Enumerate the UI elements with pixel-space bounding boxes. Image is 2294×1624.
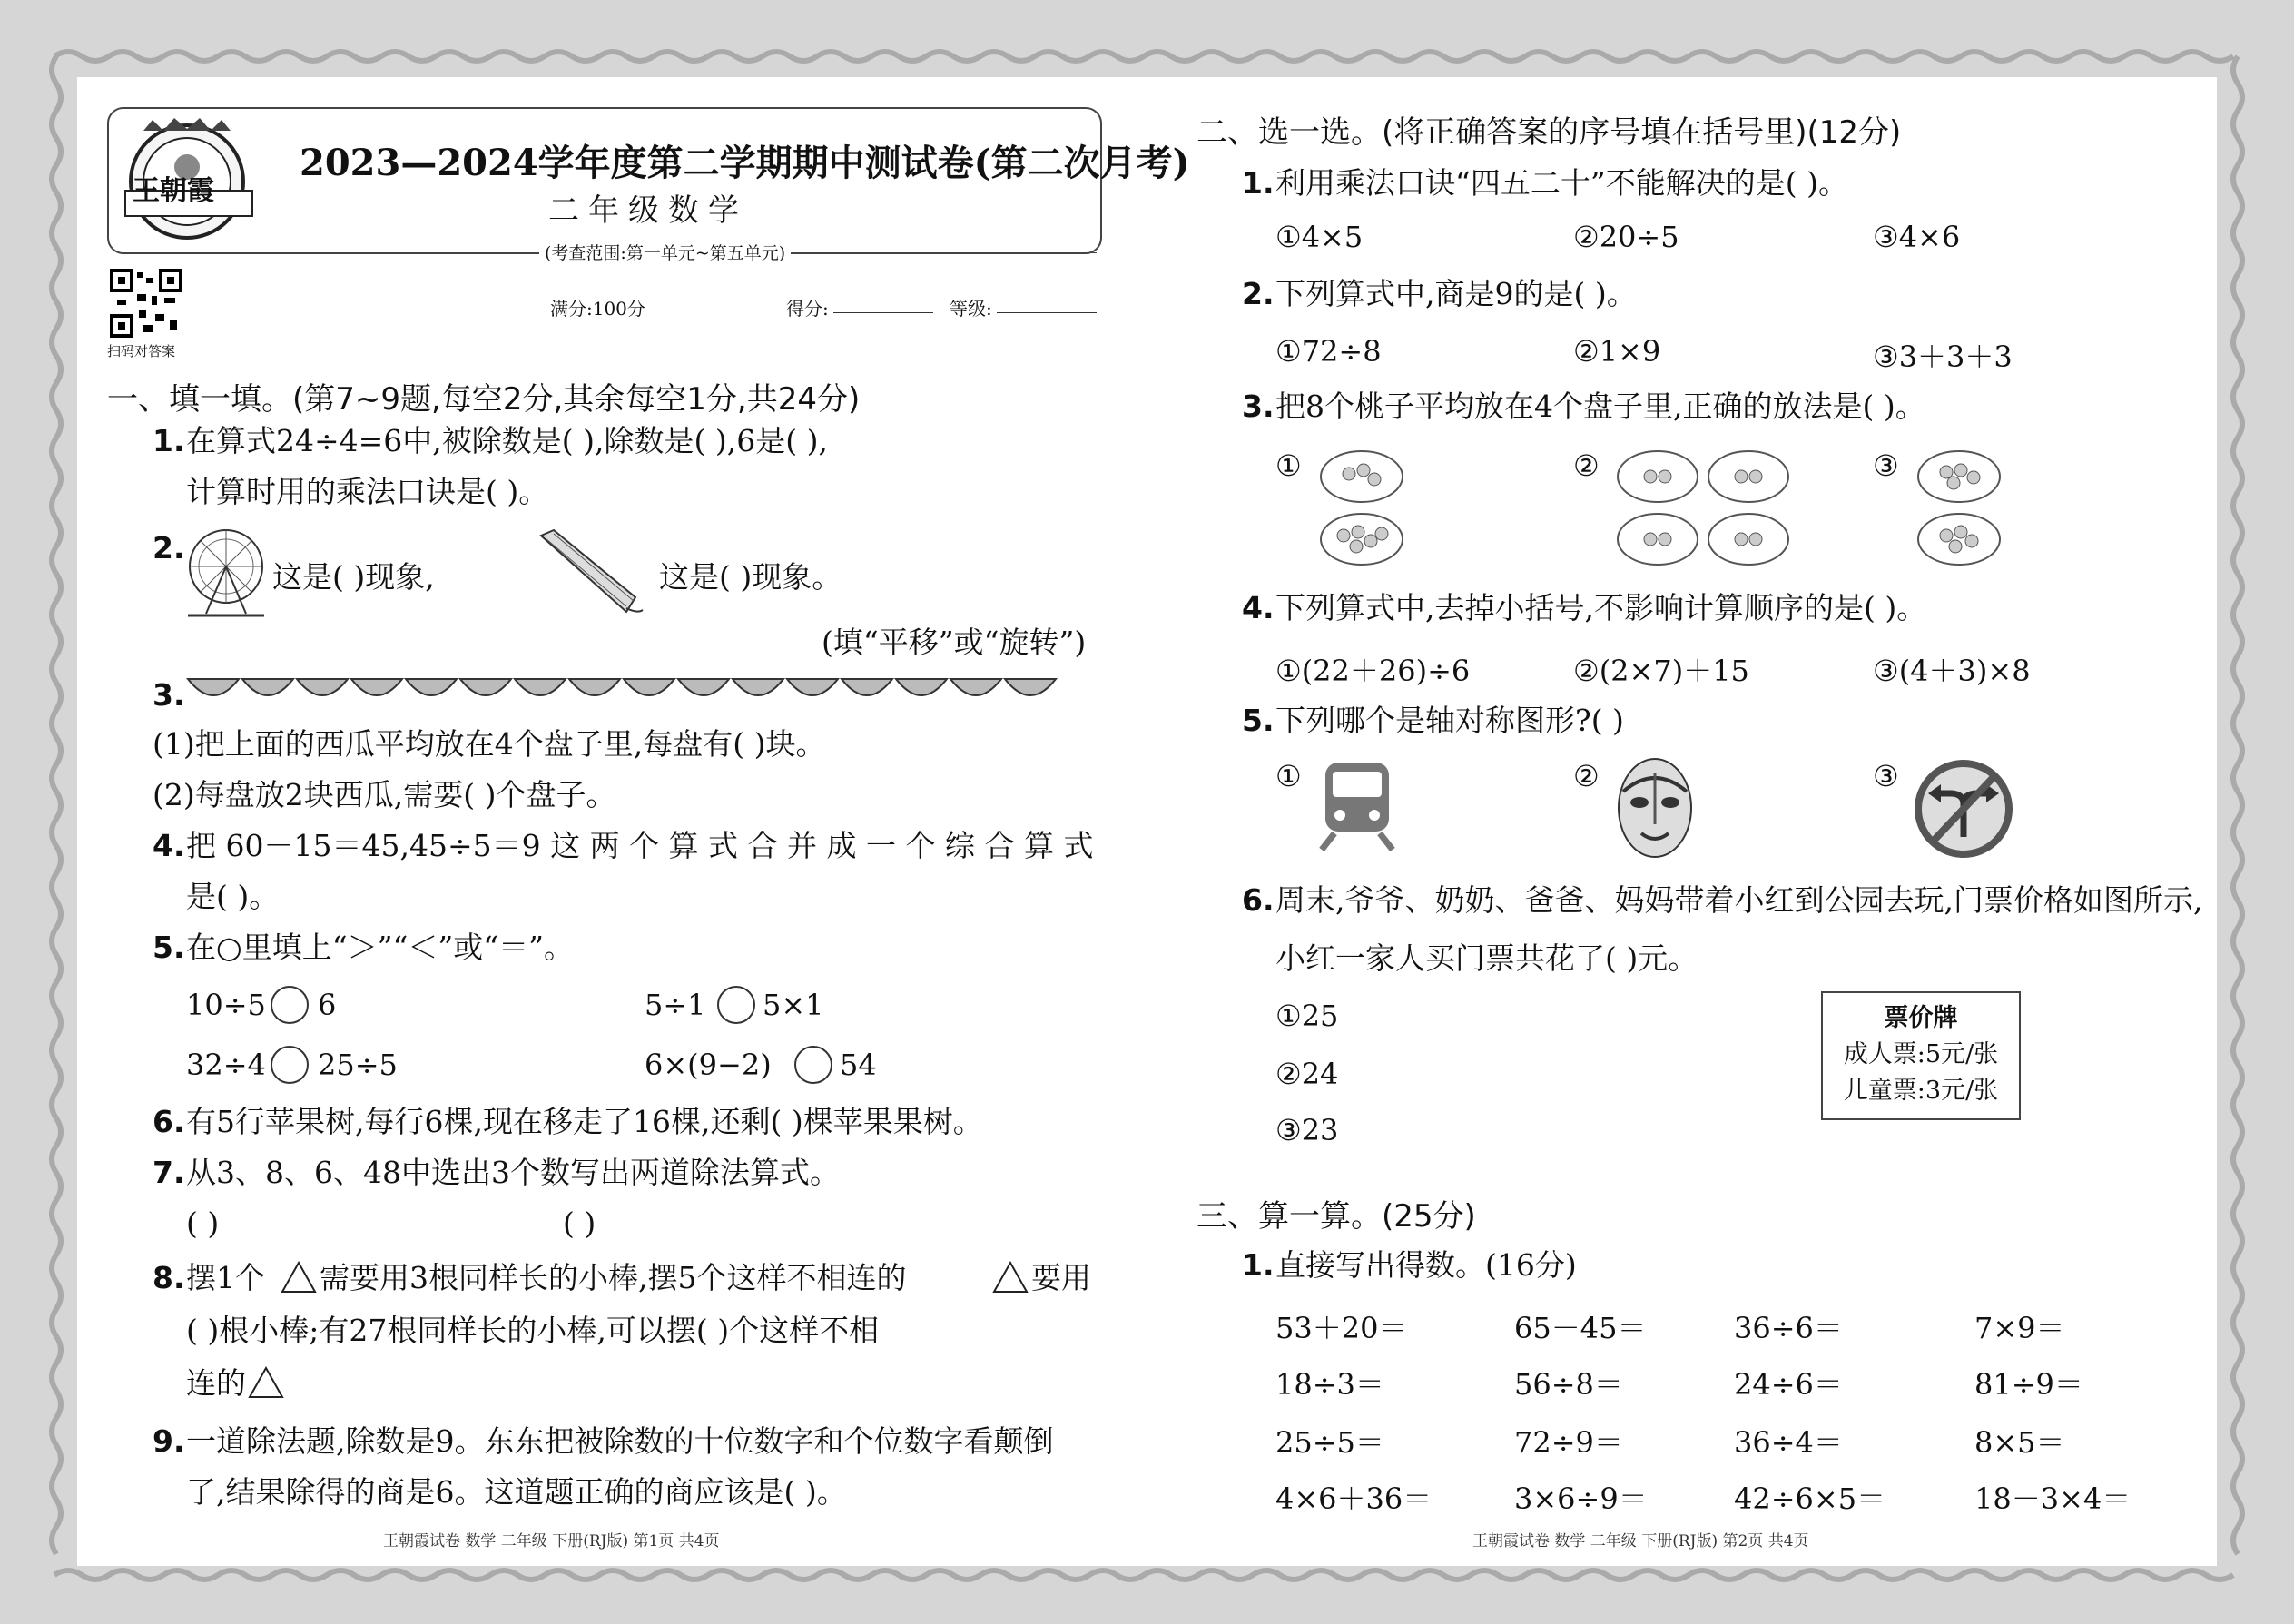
s2-q5-text: 下列哪个是轴对称图形?( ) [1275,703,1624,738]
score-label: 得分: [786,298,829,320]
compare-circle[interactable] [271,986,309,1024]
calc-item: 53＋20＝ [1275,1311,1408,1345]
q5-item: 54 [840,1048,877,1082]
question-number: 4. [153,828,185,863]
calc-item: 56÷8＝ [1514,1367,1623,1402]
calc-item: 36÷6＝ [1734,1311,1843,1345]
q5-item: 10÷5 [186,988,266,1022]
question-number: 6. [1242,882,1275,918]
question-number: 1. [1242,1247,1275,1283]
ticket-price-board [1821,991,2021,1120]
q2-text-b: 这是( )现象。 [659,559,842,595]
compare-circle[interactable] [794,1046,832,1084]
question-number: 2. [1242,276,1275,311]
calc-item: 4×6＋36＝ [1275,1481,1433,1516]
plates-option-3-image [1914,445,2004,572]
q5-item: 5×1 [763,988,824,1022]
escalator-image [536,527,645,621]
q7-blank-1[interactable]: ( ) [186,1206,220,1241]
question-number: 7. [153,1155,185,1190]
q8-text-a2: 需要用3根同样长的小棒,摆5个这样不相连的 [320,1260,907,1295]
logo-text: 王朝霞 [133,175,214,207]
s2-q3-mark: ② [1573,448,1600,483]
calc-item: 65－45＝ [1514,1311,1647,1345]
section-2-title: 二、选一选。(将正确答案的序号填在括号里)(12分) [1196,114,1902,151]
q4-line-a: 把 60－15＝45,45÷5＝9 这 两 个 算 式 合 并 成 一 个 综 合 算 式 [186,828,1094,863]
s2-q2-text: 下列算式中,商是9的是( )。 [1275,276,1637,311]
question-number: 3. [1242,389,1275,424]
q5-item: 6 [318,988,337,1022]
calc-item: 25÷5＝ [1275,1425,1384,1460]
s2-q4-text: 下列算式中,去掉小括号,不影响计算顺序的是( )。 [1275,590,1927,625]
s2-q5-mark: ① [1275,759,1302,793]
s2-q6-option: ①25 [1275,999,1339,1033]
question-number: 9. [153,1423,185,1459]
question-number: 1. [153,423,185,458]
opera-mask-icon [1614,755,1696,862]
q7-text: 从3、8、6、48中选出3个数写出两道除法算式。 [186,1155,840,1190]
q8-line-b: ( )根小棒;有27根同样长的小棒,可以摆( )个这样不相 [186,1313,880,1348]
s2-q2-option: ①72÷8 [1275,334,1382,369]
triangle-icon [247,1365,285,1400]
s2-q5-mark: ③ [1873,759,1899,793]
q2-hint: (填“平移”或“旋转”) [822,625,1087,660]
q3-part-2: (2)每盘放2块西瓜,需要( )个盘子。 [153,777,616,812]
no-turn-sign-icon [1914,759,2013,859]
page-footer-right: 王朝霞试卷 数学 二年级 下册(RJ版) 第2页 共4页 [1472,1532,1809,1550]
question-number: 5. [153,930,185,965]
s2-q1-option: ③4×6 [1873,220,1961,254]
watermelon-slices-image [186,675,1071,708]
train-icon [1316,755,1398,855]
triangle-icon [280,1260,318,1294]
q1-line-a: 在算式24÷4=6中,被除数是( ),除数是( ),6是( ), [186,423,828,458]
ticket-adult-price: 成人票:5元/张 [1843,1040,1999,1068]
full-score: 满分:100分 [550,298,645,320]
plates-option-2-image [1614,445,1792,572]
calc-item: 36÷4＝ [1734,1425,1843,1460]
q8-text-c: 连的 [186,1365,246,1401]
s2-q4-option: ③(4＋3)×8 [1873,654,2031,688]
q8-text-a1: 摆1个 [186,1260,265,1295]
q7-blank-2[interactable]: ( ) [563,1206,596,1241]
calc-item: 42÷6×5＝ [1734,1481,1886,1516]
compare-circle[interactable] [717,986,755,1024]
s2-q3-mark: ③ [1873,448,1899,483]
q1-line-b: 计算时用的乘法口诀是( )。 [186,474,549,509]
q5-text: 在○里填上“＞”“＜”或“＝”。 [186,930,575,965]
grade-label: 等级: [950,298,992,320]
s2-q1-option: ②20÷5 [1573,220,1679,254]
s2-q2-option: ③3＋3＋3 [1873,340,2013,374]
s2-q6-option: ②24 [1275,1057,1339,1091]
s2-q3-mark: ① [1275,448,1302,483]
q3-part-1: (1)把上面的西瓜平均放在4个盘子里,每盘有( )块。 [153,726,826,762]
exam-scope: (考查范围:第一单元~第五单元) [539,240,791,264]
plates-option-1-image [1316,445,1407,572]
calc-item: 3×6÷9＝ [1514,1481,1648,1516]
question-number: 5. [1242,703,1275,738]
s2-q1-option: ①4×5 [1275,220,1364,254]
s2-q3-text: 把8个桃子平均放在4个盘子里,正确的放法是( )。 [1275,389,1925,424]
question-number: 3. [153,677,185,713]
exam-subtitle: 二年级数学 [548,192,748,229]
score-field[interactable] [833,292,933,313]
q5-item: 32÷4 [186,1048,266,1082]
s2-q5-mark: ② [1573,759,1600,793]
calc-item: 7×9＝ [1974,1311,2065,1345]
q5-item: 6×(9−2) [645,1048,772,1082]
ticket-child-price: 儿童票:3元/张 [1843,1077,1999,1105]
section-1-title: 一、填一填。(第7~9题,每空2分,其余每空1分,共24分) [107,381,861,418]
calc-item: 24÷6＝ [1734,1367,1843,1402]
q6-text: 有5行苹果树,每行6棵,现在移走了16棵,还剩( )棵苹果果树。 [186,1104,983,1139]
question-number: 8. [153,1260,185,1295]
exam-title: 2023—2024学年度第二学期期中测试卷(第二次月考) [300,142,1190,184]
q4-line-b: 是( )。 [186,879,280,914]
grade-field[interactable] [997,292,1097,313]
q8-text-a3: 要用 [1031,1260,1091,1295]
scope-line-left [204,252,504,253]
question-number: 1. [1242,165,1275,201]
triangle-icon [991,1260,1029,1294]
calc-item: 18÷3＝ [1275,1367,1384,1402]
q2-text-a: 这是( )现象, [272,559,435,595]
q9-line-a: 一道除法题,除数是9。东东把被除数的十位数字和个位数字看颠倒 [186,1423,1054,1459]
q5-item: 25÷5 [318,1048,398,1082]
ticket-title: 票价牌 [1884,1004,1958,1032]
calc-item: 18－3×4＝ [1974,1481,2132,1516]
question-number: 4. [1242,590,1275,625]
calc-title: 直接写出得数。(16分) [1275,1247,1577,1283]
page-footer-left: 王朝霞试卷 数学 二年级 下册(RJ版) 第1页 共4页 [383,1532,720,1550]
calc-item: 72÷9＝ [1514,1425,1623,1460]
ferris-wheel-image [184,527,268,621]
s2-q4-option: ②(2×7)＋15 [1573,654,1749,688]
s2-q2-option: ②1×9 [1573,334,1661,369]
calc-item: 81÷9＝ [1974,1367,2083,1402]
section-3-title: 三、算一算。(25分) [1196,1198,1476,1235]
s2-q4-option: ①(22＋26)÷6 [1275,654,1471,688]
s2-q6-option: ③23 [1275,1113,1339,1147]
qr-code-icon [110,269,182,338]
compare-circle[interactable] [271,1046,309,1084]
s2-q1-text: 利用乘法口诀“四五二十”不能解决的是( )。 [1275,165,1848,201]
question-number: 2. [153,530,185,566]
q5-item: 5÷1 [645,988,706,1022]
qr-caption: 扫码对答案 [107,343,176,359]
calc-item: 8×5＝ [1974,1425,2065,1460]
question-number: 6. [153,1104,185,1139]
q9-line-b: 了,结果除得的商是6。这道题正确的商应该是( )。 [186,1474,847,1510]
s2-q6-line-a: 周末,爷爷、奶奶、爸爸、妈妈带着小红到公园去玩,门票价格如图所示, [1275,882,2203,918]
s2-q6-line-b: 小红一家人买门票共花了( )元。 [1275,940,1698,976]
